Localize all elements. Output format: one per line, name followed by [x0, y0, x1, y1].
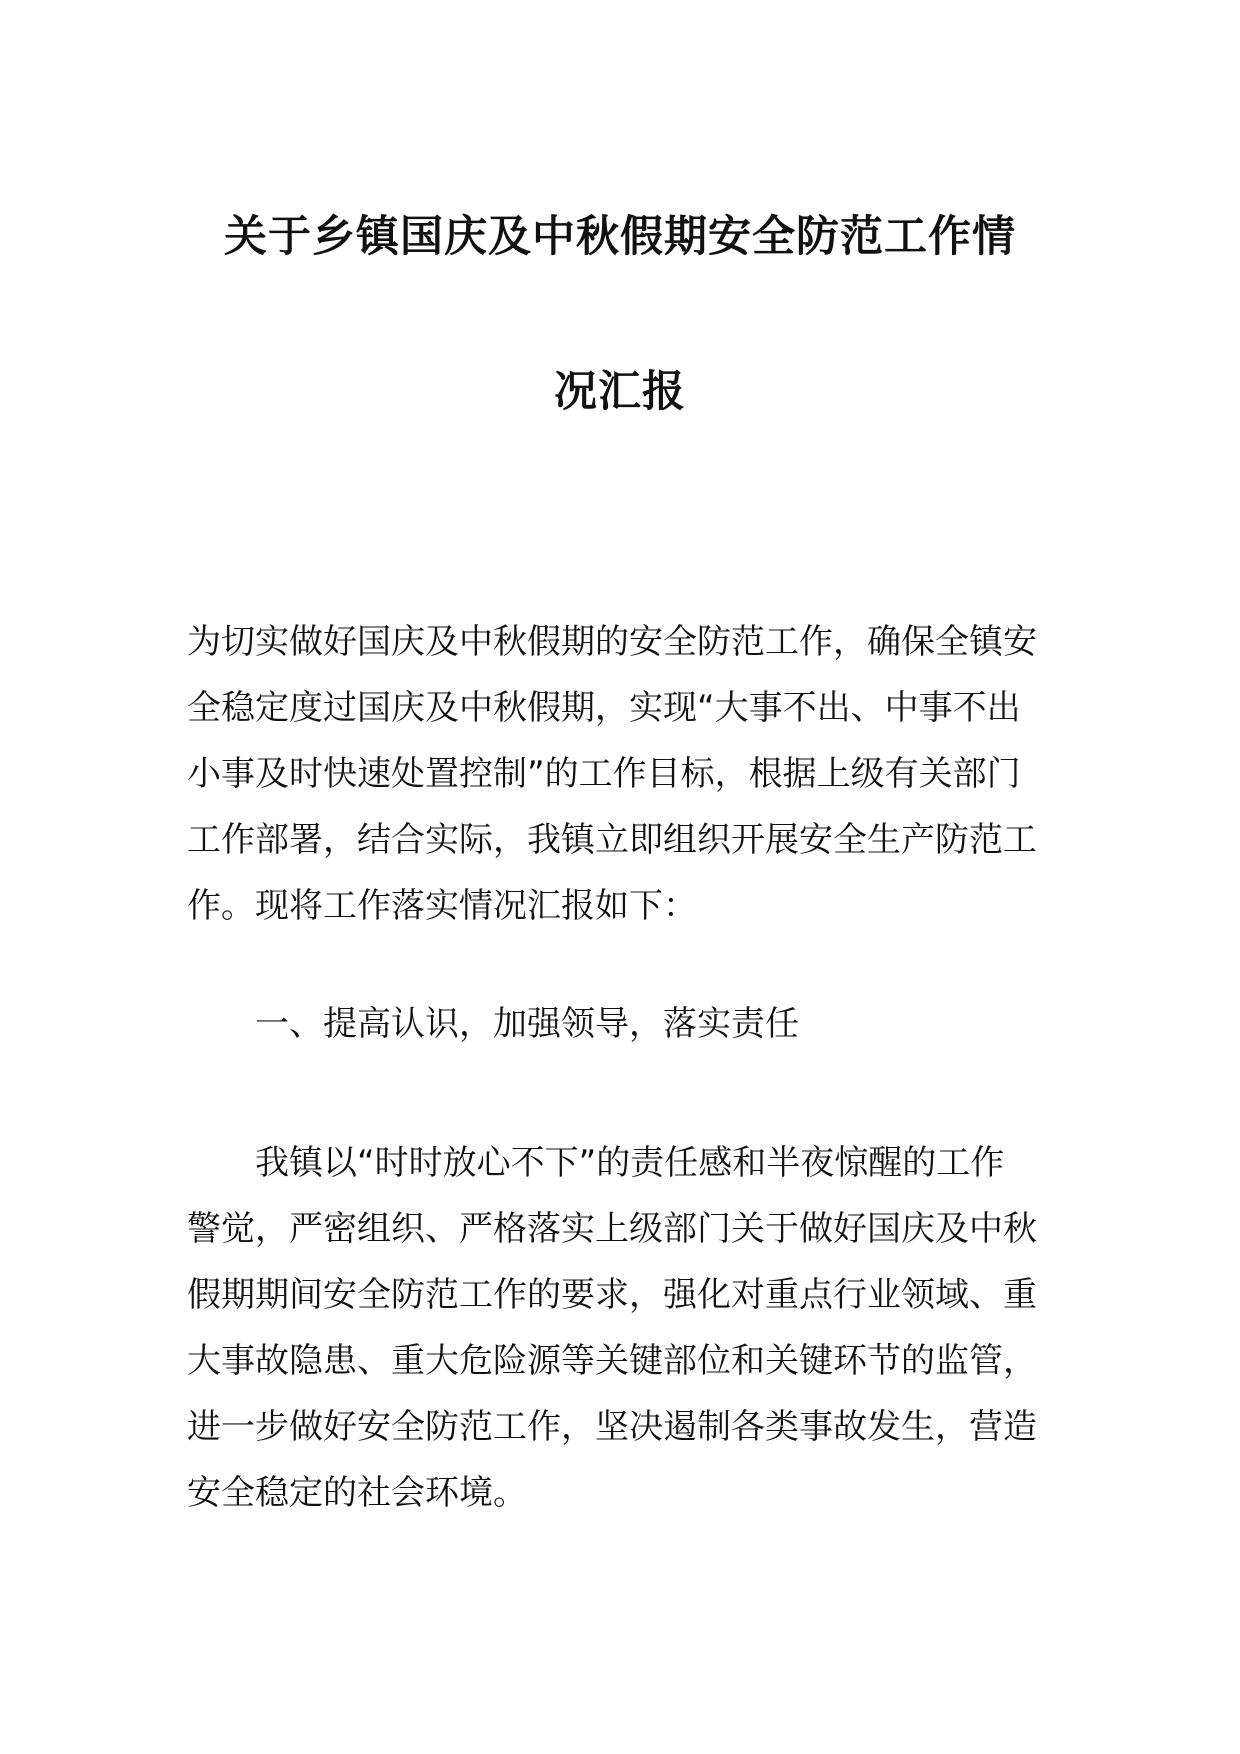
section-heading-text: 一、提高认识，加强领导，落实责任	[255, 1004, 799, 1044]
document-title-line-2: 况汇报	[554, 367, 686, 417]
intro-paragraph-line: 全稳定度过国庆及中秋假期，实现“大事不出、中事不出	[187, 688, 1021, 728]
section-paragraph-line: 假期期间安全防范工作的要求，强化对重点行业领域、重	[187, 1275, 1037, 1315]
section-paragraph-line: 大事故隐患、重大危险源等关键部位和关键环节的监管，	[187, 1341, 1037, 1381]
intro-paragraph-line: 为切实做好国庆及中秋假期的安全防范工作，确保全镇安	[187, 622, 1037, 662]
document-title-line-1: 关于乡镇国庆及中秋假期安全防范工作情	[224, 212, 1016, 262]
intro-paragraph-line: 工作部署，结合实际，我镇立即组织开展安全生产防范工	[187, 820, 1037, 860]
section-1-paragraph	[187, 1130, 1057, 1526]
section-heading-1	[187, 991, 1057, 1057]
section-paragraph-line: 进一步做好安全防范工作，坚决遏制各类事故发生，营造	[187, 1407, 1037, 1447]
section-paragraph-line: 安全稳定的社会环境。	[187, 1473, 527, 1513]
section-paragraph-line: 我镇以“时时放心不下”的责任感和半夜惊醒的工作	[255, 1143, 1005, 1183]
section-paragraph-line: 警觉，严密组织、严格落实上级部门关于做好国庆及中秋	[187, 1209, 1037, 1249]
intro-paragraph	[187, 609, 1057, 939]
intro-paragraph-line: 作。现将工作落实情况汇报如下：	[187, 886, 697, 926]
intro-paragraph-line: 小事及时快速处置控制”的工作目标，根据上级有关部门	[187, 754, 1021, 794]
